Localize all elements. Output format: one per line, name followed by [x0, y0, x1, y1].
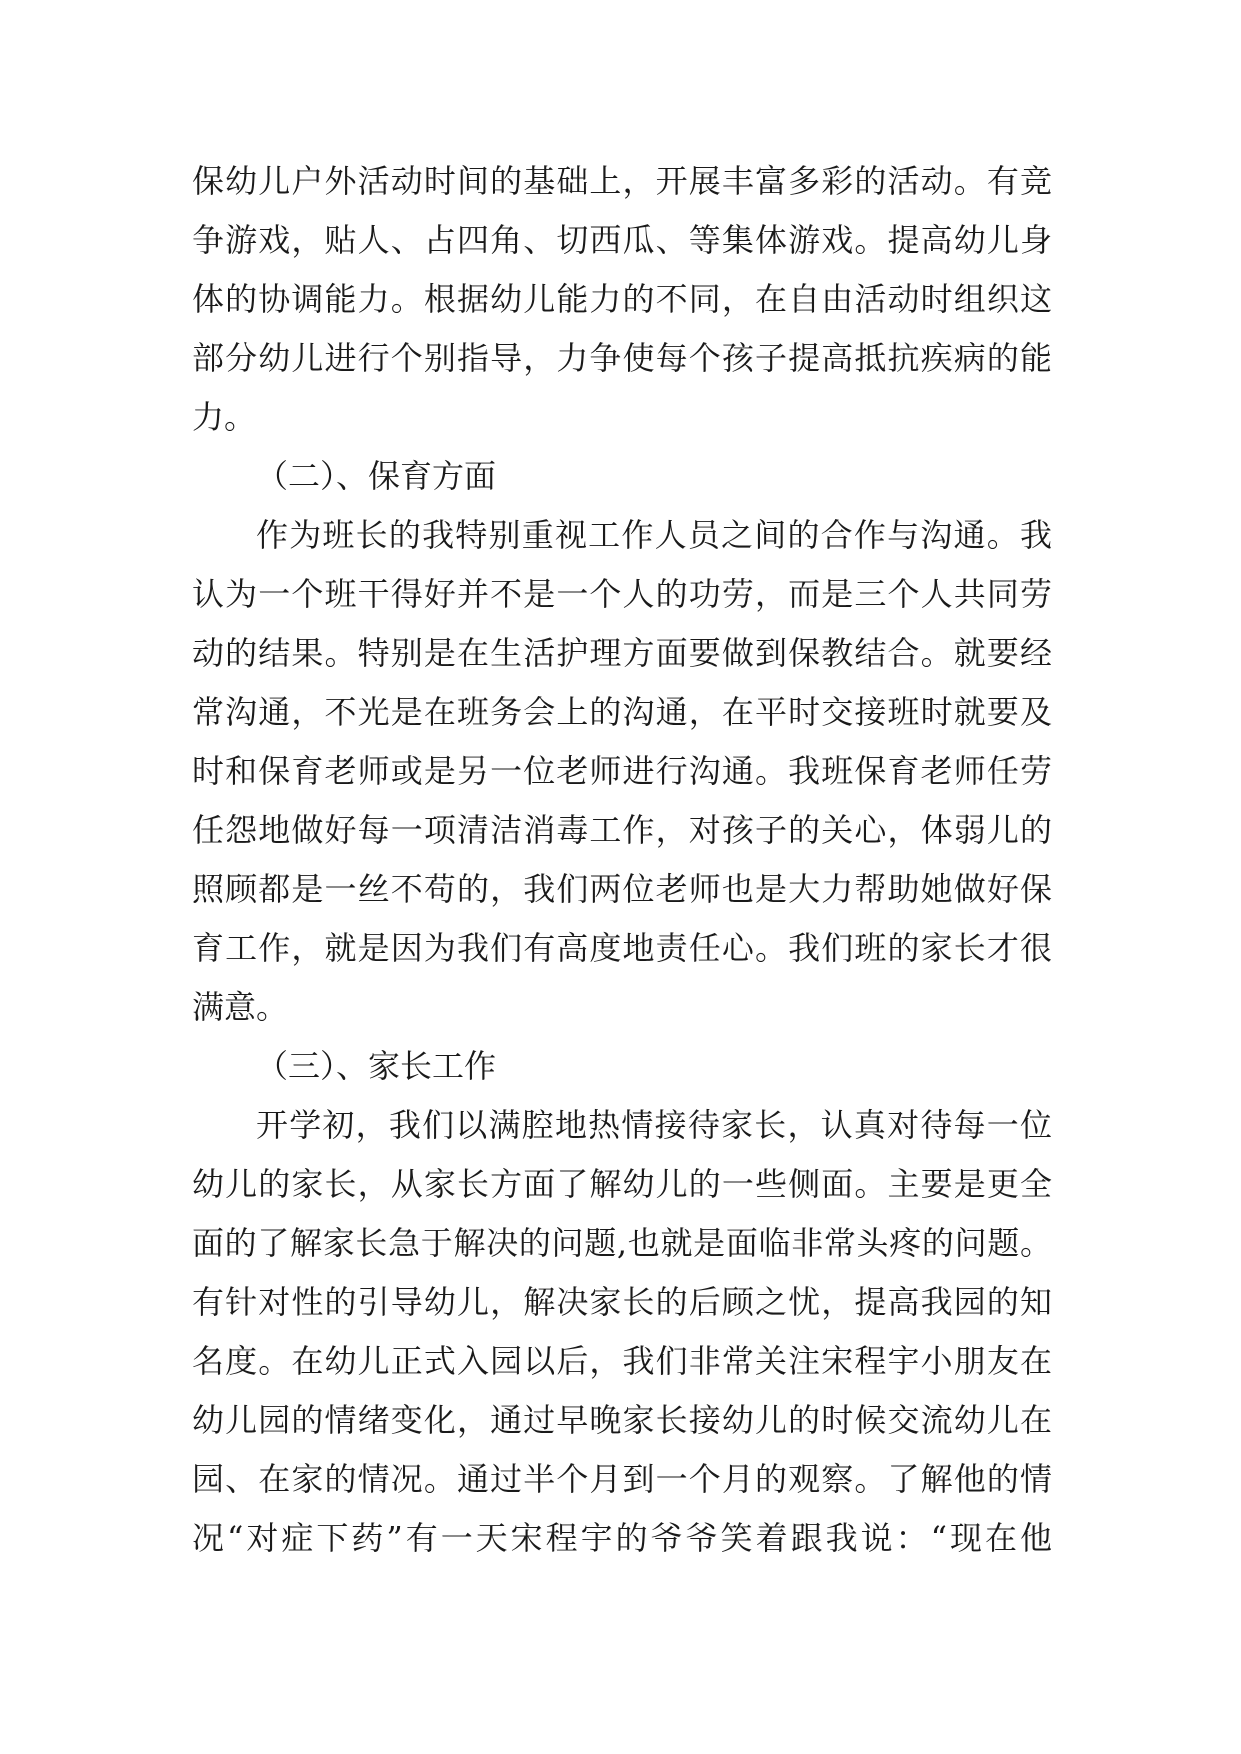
text-line: 体的协调能力。根据幼儿能力的不同，在自由活动时组织这	[192, 280, 1052, 318]
text-line: 有针对性的引导幼儿，解决家长的后顾之忧，提高我园的知	[192, 1283, 1052, 1321]
text-line: 幼儿园的情绪变化，通过早晚家长接幼儿的时候交流幼儿在	[192, 1401, 1052, 1439]
text-line: 园、在家的情况。通过半个月到一个月的观察。了解他的情	[192, 1460, 1052, 1498]
text-line: 力。	[192, 398, 257, 436]
text-line: 作为班长的我特别重视工作人员之间的合作与沟通。我	[256, 516, 1052, 554]
text-line: 开学初，我们以满腔地热情接待家长，认真对待每一位	[256, 1106, 1052, 1144]
section-heading: （二）、保育方面	[256, 457, 497, 495]
text-line: 时和保育老师或是另一位老师进行沟通。我班保育老师任劳	[192, 752, 1052, 790]
text-line: 况“对症下药”有一天宋程宇的爷爷笑着跟我说：“现在他	[192, 1519, 1052, 1557]
text-line: 保幼儿户外活动时间的基础上，开展丰富多彩的活动。有竞	[192, 162, 1052, 200]
document-body	[192, 152, 1052, 1568]
text-line: 育工作，就是因为我们有高度地责任心。我们班的家长才很	[192, 929, 1052, 967]
section-heading: （三）、家长工作	[256, 1047, 497, 1085]
text-line: 任怨地做好每一项清洁消毒工作，对孩子的关心，体弱儿的	[192, 811, 1052, 849]
text-line: 幼儿的家长，从家长方面了解幼儿的一些侧面。主要是更全	[192, 1165, 1052, 1203]
text-line: 满意。	[192, 988, 289, 1026]
text-line: 动的结果。特别是在生活护理方面要做到保教结合。就要经	[192, 634, 1052, 672]
text-line: 部分幼儿进行个别指导，力争使每个孩子提高抵抗疾病的能	[192, 339, 1052, 377]
text-line: 争游戏，贴人、占四角、切西瓜、等集体游戏。提高幼儿身	[192, 221, 1052, 259]
text-line: 认为一个班干得好并不是一个人的功劳，而是三个人共同劳	[192, 575, 1052, 613]
text-line: 照顾都是一丝不苟的，我们两位老师也是大力帮助她做好保	[192, 870, 1052, 908]
text-line: 面的了解家长急于解决的问题,也就是面临非常头疼的问题。	[192, 1224, 1052, 1262]
text-line: 名度。在幼儿正式入园以后，我们非常关注宋程宇小朋友在	[192, 1342, 1052, 1380]
text-line: 常沟通，不光是在班务会上的沟通，在平时交接班时就要及	[192, 693, 1052, 731]
